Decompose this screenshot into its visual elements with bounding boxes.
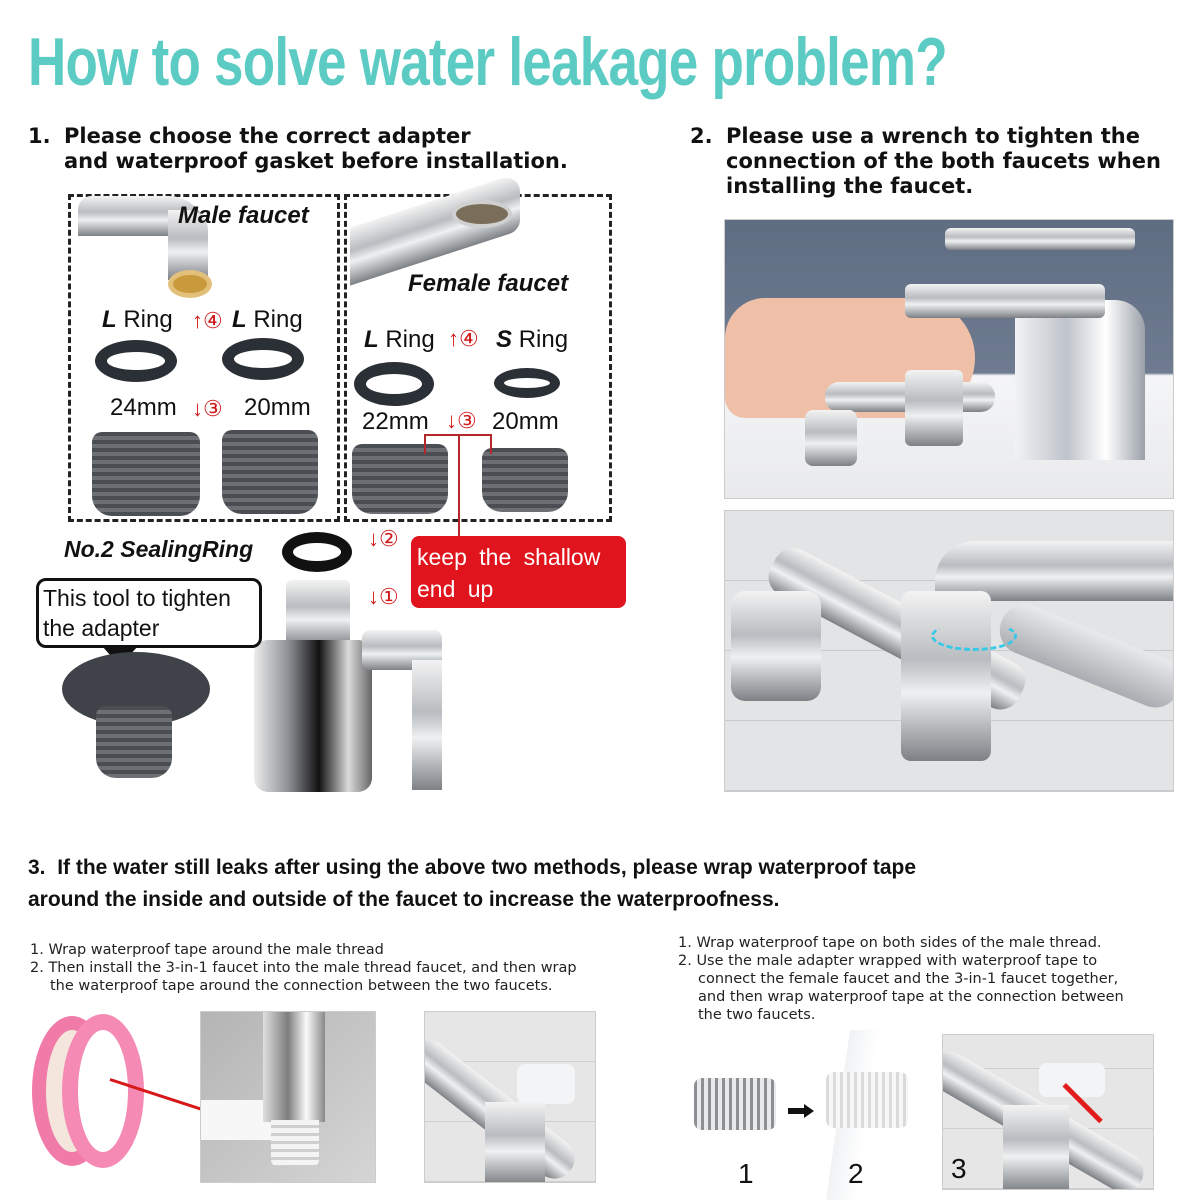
taped-connection-photo-male xyxy=(424,1011,596,1183)
step3-line1: 3. If the water still leaks after using the above two methods, please wrap waterproof tape xyxy=(28,856,917,879)
step1-marker: ↓① xyxy=(368,584,399,609)
step3-marker: ↓③ xyxy=(446,408,477,433)
adapter-m22-fm24-image xyxy=(92,432,200,516)
female-adapter-22mm-image xyxy=(352,444,448,514)
step1-number: 1. xyxy=(28,124,51,148)
female-size-left: 22mm xyxy=(362,408,429,435)
page-title: How to solve water leakage problem? xyxy=(28,24,947,100)
step1-heading xyxy=(28,124,628,174)
male-ring-left-label: L Ring xyxy=(102,306,173,333)
step2-marker: ↓② xyxy=(368,526,399,551)
female-ring-right-label: S Ring xyxy=(496,326,569,353)
adapter-body-image xyxy=(905,370,963,446)
l-ring-icon xyxy=(354,362,434,406)
callout-connector xyxy=(424,434,426,454)
female-ring-left-label: L Ring xyxy=(364,326,435,353)
step2-line2: connection of the both faucets when xyxy=(726,149,1161,173)
step2-line1: Please use a wrench to tighten the xyxy=(726,124,1140,148)
l-ring-icon xyxy=(95,340,177,382)
wrench-image xyxy=(993,597,1174,715)
step1-line1: Please choose the correct adapter xyxy=(64,124,471,148)
male-size-left: 24mm xyxy=(110,394,177,421)
male-ring-right-label: L Ring xyxy=(232,306,303,333)
adapter-body-image xyxy=(901,591,991,761)
basin-faucet-image xyxy=(1015,300,1145,460)
instruction-line: 2. Then install the 3-in-1 faucet into the male thread faucet, and then wrap xyxy=(30,960,577,976)
female-adapter-20mm-image xyxy=(482,448,568,512)
instruction-line: connect the female faucet and the 3-in-1 faucet together, xyxy=(698,971,1119,987)
female-faucet-label: Female faucet xyxy=(408,270,569,297)
sealing-ring-label: No.2 SealingRing xyxy=(64,536,254,562)
instruction-line: the two faucets. xyxy=(698,1007,816,1023)
aerator-head-image xyxy=(805,410,857,466)
step2-heading xyxy=(690,124,1190,199)
tightening-tool-base-image xyxy=(96,706,172,778)
white-tape-wrap-image xyxy=(517,1064,575,1104)
caption-1: 1 xyxy=(738,1158,754,1189)
l-ring-icon xyxy=(222,338,304,380)
step1-line2: and waterproof gasket before installation. xyxy=(64,149,568,173)
aerator-head-image xyxy=(731,591,821,701)
angle-valve-image xyxy=(263,1012,325,1122)
brass-thread-icon xyxy=(168,270,212,298)
right-arrow-head-icon xyxy=(804,1104,814,1118)
female-thread-instructions xyxy=(678,934,1178,1024)
callout-connector xyxy=(490,434,492,454)
adapter-m22-fm20-image xyxy=(222,430,318,514)
step3-heading xyxy=(28,852,1188,916)
aerator-adapter-image xyxy=(286,580,350,646)
wrench-photo xyxy=(724,510,1174,792)
step3-line2: around the inside and outside of the faucet to increase the waterproofness. xyxy=(28,888,780,911)
pink-tape-roll-icon xyxy=(62,1014,144,1168)
step2-line3: installing the faucet. xyxy=(726,174,974,198)
swivel-faucet-body-image xyxy=(254,640,372,792)
step3-marker: ↓③ xyxy=(192,396,223,421)
instruction-line: 1. Wrap waterproof tape around the male thread xyxy=(30,942,384,958)
instruction-line: the waterproof tape around the connection between the two faucets. xyxy=(50,978,553,994)
instruction-line: 1. Wrap waterproof tape on both sides of the male thread. xyxy=(678,935,1102,951)
sealing-ring-icon xyxy=(282,532,352,572)
male-adapter-image xyxy=(694,1078,776,1130)
shallow-end-callout: keep the shallow end up xyxy=(411,536,626,608)
male-faucet-label: Male faucet xyxy=(178,202,309,229)
step2-number: 2. xyxy=(690,124,713,148)
taped-thread-image xyxy=(271,1120,319,1166)
instruction-line: 2. Use the male adapter wrapped with waterproof tape to xyxy=(678,953,1098,969)
hand-install-photo xyxy=(724,219,1174,499)
male-thread-instructions xyxy=(30,941,660,995)
faucet-body-image xyxy=(1003,1105,1069,1190)
female-thread-icon xyxy=(452,200,512,228)
caption-2: 2 xyxy=(848,1158,864,1189)
s-ring-icon xyxy=(494,368,560,398)
tool-note-bubble: This tool to tighten the adapter xyxy=(36,578,262,648)
step4-marker: ↑④ xyxy=(448,326,479,351)
faucet-body-image xyxy=(485,1102,545,1183)
tighten-point-highlight xyxy=(931,621,1017,651)
instruction-line: and then wrap waterproof tape at the connection between xyxy=(698,989,1124,1005)
caption-3: 3 xyxy=(951,1153,967,1184)
swivel-arm-down-image xyxy=(412,660,442,790)
male-size-right: 20mm xyxy=(244,394,311,421)
basin-faucet-spout-image xyxy=(905,284,1105,318)
basin-faucet-lever-image xyxy=(945,228,1135,250)
callout-connector xyxy=(458,434,460,536)
male-thread-wall-photo xyxy=(200,1011,376,1183)
step4-marker: ↑④ xyxy=(192,308,223,333)
taped-adapter-image xyxy=(826,1072,908,1128)
female-size-right: 20mm xyxy=(492,408,559,435)
taped-connection-photo-female xyxy=(942,1034,1154,1190)
